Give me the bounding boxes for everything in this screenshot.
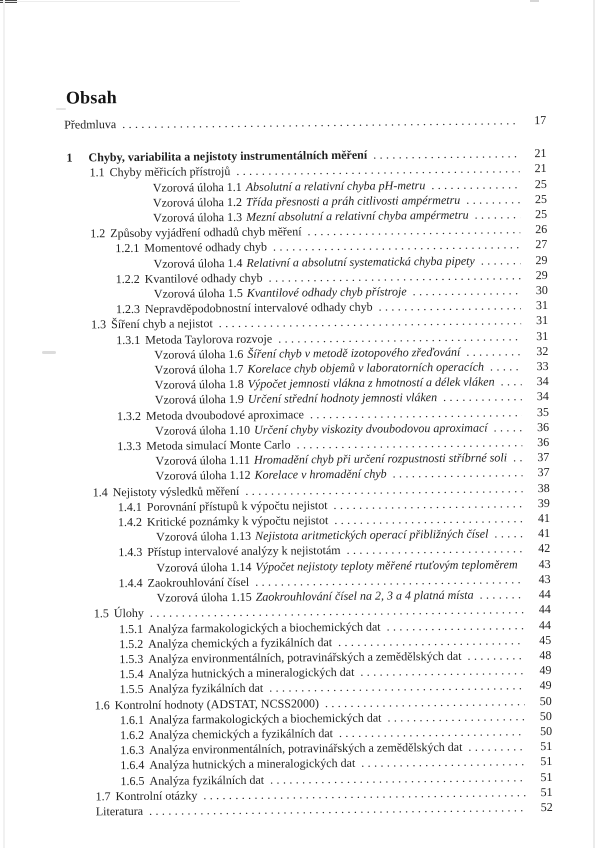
- toc-entry-label: Vzorová úloha 1.5: [153, 285, 243, 301]
- toc-entry-number: 1.5: [93, 606, 109, 621]
- toc-entry-page: 52: [540, 799, 553, 815]
- toc-entry-number: 1.4.4: [118, 575, 143, 590]
- toc-entry-number: 1.3.1: [116, 332, 141, 347]
- toc-entry-subtitle: Hromadění chyb při určení rozpustnosti stříbrné soli: [253, 450, 508, 468]
- toc-entry-page: 30: [535, 283, 548, 298]
- toc-entry-label: Porovnání přístupů k výpočtu nejistot: [146, 497, 328, 514]
- toc-entry-subtitle: Určení chyby viskozity dvoubodovou aproximací: [254, 420, 488, 437]
- scan-mark-top-left: [0, 0, 17, 3]
- toc-entry-label: Předmluva: [64, 117, 117, 132]
- dot-leader: [122, 113, 519, 132]
- toc-row: [71, 800, 553, 820]
- toc-entry-number: 1.5.1: [118, 621, 144, 636]
- toc-entry-number: 1.5.5: [119, 682, 144, 697]
- toc-entry-label: Analýza environmentálních, potravinářských a zemědělských dat: [149, 739, 463, 757]
- toc-entry-page: 31: [535, 298, 549, 313]
- toc-entry-label: Vzorová úloha 1.1: [152, 179, 242, 195]
- dot-leader: [149, 800, 526, 819]
- toc-entry-page: 31: [536, 328, 549, 343]
- toc-entry-label: Analýza hutnických a mineralogických dat: [149, 756, 356, 773]
- toc-entry-number: 1.5.4: [119, 666, 144, 682]
- toc-entry-subtitle: Zaokrouhlování čísel na 2, 3 a 4 platná místa: [255, 587, 474, 604]
- toc-entry-label: Analýza environmentálních, potravinářských a zemědělských dat: [148, 648, 462, 666]
- toc-entry-label: Vzorová úloha 1.8: [154, 377, 244, 392]
- toc-entry-label: Literatura: [95, 803, 144, 819]
- toc-entry-label: Kvantilové odhady chyb: [144, 270, 263, 286]
- toc-entry-page: 41: [538, 526, 551, 541]
- toc-entry-page: 33: [536, 359, 549, 374]
- toc-entry-label: Vzorová úloha 1.10: [155, 422, 251, 438]
- toc-entry-page: 29: [535, 267, 548, 282]
- toc-entry-page: 17: [534, 112, 547, 128]
- toc-entry-page: 51: [540, 769, 553, 784]
- toc-entry-subtitle: Korelace chyb objemů v laboratorních operacích: [247, 359, 485, 376]
- scan-edge-right: [593, 0, 595, 848]
- toc-entry-page: 50: [539, 693, 552, 708]
- toc-list: [64, 113, 553, 820]
- toc-entry-number: 1.4: [92, 484, 108, 500]
- toc-entry-subtitle: Relativní a absolutní systematická chyba pipety: [246, 253, 475, 270]
- toc-entry-page: 49: [539, 663, 552, 678]
- toc-entry-subtitle: Nejistota aritmetických operací přibližných čísel: [255, 526, 489, 544]
- page-title: Obsah: [65, 87, 118, 108]
- toc-entry-label: Vzorová úloha 1.12: [155, 468, 251, 484]
- toc-entry-subtitle: Šíření chyb v metodě izotopového zřeďování: [247, 344, 461, 361]
- toc-entry-number: 1.7: [95, 788, 111, 804]
- dot-leader: [387, 709, 525, 726]
- toc-entry-label: Metoda simulací Monte Carlo: [146, 437, 291, 453]
- toc-entry-page: 37: [537, 465, 550, 480]
- toc-entry-label: Analýza chemických a fyzikálních dat: [148, 725, 334, 742]
- toc-entry-page: 42: [538, 541, 551, 556]
- toc-entry-label: Chyby, variabilita a nejistoty instrumentálních měření: [88, 147, 368, 165]
- toc-entry-subtitle: Určení střední hodnoty jemnosti vláken: [247, 390, 438, 407]
- toc-entry-page: 25: [534, 206, 548, 222]
- toc-page: [64, 83, 553, 820]
- toc-entry-label: Momentové odhady chyb: [144, 240, 268, 256]
- toc-entry-label: Vzorová úloha 1.15: [156, 589, 252, 605]
- dot-leader: [360, 663, 524, 680]
- toc-entry-label: Způsoby vyjádření odhadů chyb měření: [110, 224, 302, 241]
- toc-entry-number: 1.5.3: [119, 651, 144, 667]
- dot-leader: [467, 648, 524, 664]
- dot-leader: [334, 511, 523, 528]
- toc-entry-label: Metoda Taylorova rozvoje: [145, 331, 273, 347]
- dot-leader: [393, 466, 523, 482]
- toc-entry-label: Kontrolní hodnoty (ADSTAT, NCSS2000): [114, 695, 319, 712]
- toc-entry-label: Nejistoty výsledků měření: [112, 483, 240, 499]
- toc-entry-label: Kontrolní otázky: [115, 788, 198, 803]
- dot-leader: [466, 192, 520, 208]
- toc-entry-label: Vzorová úloha 1.9: [154, 392, 244, 408]
- toc-entry-number: 1.1: [89, 165, 105, 180]
- toc-entry-subtitle: Absolutní a relativní chyba pH-metru: [245, 177, 426, 194]
- toc-entry-page: 49: [539, 678, 552, 693]
- toc-entry-page: 39: [537, 495, 550, 510]
- toc-entry-page: 27: [535, 237, 548, 252]
- toc-entry-label: Vzorová úloha 1.4: [153, 255, 243, 271]
- toc-entry-page: 21: [534, 161, 547, 176]
- dot-leader: [431, 177, 520, 193]
- toc-entry-label: Vzorová úloha 1.2: [152, 194, 242, 210]
- toc-entry-page: 44: [538, 602, 551, 617]
- toc-entry-page: 21: [534, 146, 547, 161]
- toc-entry-subtitle: Výpočet nejistoty teploty měřené rtuťovým teploměrem: [255, 556, 518, 574]
- toc-entry-page: 34: [536, 374, 549, 389]
- toc-entry-number: 1.6.2: [119, 727, 145, 743]
- scan-mark-top: [530, 0, 539, 2]
- toc-entry-number: 1.2: [90, 226, 106, 241]
- toc-entry-label: Analýza farmakologických a biochemických dat: [147, 619, 381, 636]
- toc-entry-subtitle: Mezní absolutní a relativní chyba ampérmetru: [245, 207, 469, 224]
- toc-entry-number: 1.2.3: [115, 302, 141, 317]
- toc-entry-label: Přístup intervalové analýzy k nejistotám: [147, 543, 341, 560]
- dot-leader: [480, 587, 524, 603]
- toc-entry-page: 25: [534, 176, 547, 191]
- toc-entry-number: 1.3.3: [117, 438, 142, 454]
- scan-smudge: [42, 351, 56, 354]
- toc-entry-page: 41: [537, 511, 551, 526]
- scan-edge-left: [3, 0, 5, 848]
- toc-entry-number: 1.2.1: [115, 241, 140, 256]
- toc-entry-label: Vzorová úloha 1.14: [156, 559, 252, 575]
- dot-leader: [468, 739, 525, 755]
- toc-entry-number: 1.3: [91, 317, 107, 332]
- dot-leader: [378, 298, 521, 315]
- toc-entry-label: Analýza fyzikálních dat: [148, 681, 264, 697]
- dot-leader: [361, 755, 525, 772]
- toc-row: [64, 113, 546, 133]
- dot-leader: [466, 344, 521, 360]
- toc-entry-page: 43: [538, 571, 551, 586]
- scan-edge-top: [0, 1, 240, 2]
- dot-leader: [501, 374, 522, 389]
- dot-leader: [333, 496, 522, 513]
- toc-entry-page: 25: [534, 191, 547, 206]
- toc-entry-subtitle: Výpočet jemnosti vlákna z hmotností a délek vláken: [247, 374, 495, 392]
- dot-leader: [513, 450, 523, 465]
- toc-entry-number: 1.4.3: [118, 545, 143, 560]
- toc-entry-page: 44: [538, 617, 552, 632]
- toc-entry-number: 1.6.1: [119, 712, 144, 727]
- toc-entry-page: 32: [536, 343, 549, 358]
- toc-entry-page: 50: [539, 708, 552, 723]
- toc-entry-number: 1.4.2: [117, 514, 143, 530]
- toc-entry-page: 37: [537, 450, 550, 465]
- toc-entry-label: Analýza farmakologických a biochemických dat: [148, 710, 382, 727]
- toc-entry-label: Vzorová úloha 1.3: [153, 209, 243, 225]
- toc-entry-page: 43: [538, 556, 551, 571]
- toc-entry-page: 31: [536, 313, 549, 328]
- toc-entry-page: 51: [540, 784, 553, 799]
- toc-entry-label: Analýza fyzikálních dat: [149, 772, 265, 788]
- toc-entry-page: 29: [535, 252, 548, 267]
- toc-entry-subtitle: Třída přesnosti a práh citlivosti ampérmetru: [245, 192, 461, 209]
- toc-entry-number: 1.6.5: [120, 773, 145, 788]
- dot-leader: [475, 207, 521, 223]
- toc-entry-label: Analýza chemických a fyzikálních dat: [148, 634, 333, 651]
- toc-entry-label: Chyby měřicích přístrojů: [109, 164, 231, 180]
- dot-leader: [494, 527, 523, 542]
- toc-entry-label: Metoda dvoubodové aproximace: [145, 406, 304, 423]
- toc-entry-page: 36: [537, 419, 550, 434]
- toc-entry-label: Nepravděpodobnostní intervalové odhady chyb: [144, 299, 373, 317]
- dot-leader: [413, 283, 521, 299]
- toc-entry-number: 1.4.1: [117, 499, 142, 514]
- toc-entry-page: 48: [539, 647, 552, 662]
- toc-entry-page: 38: [537, 480, 550, 495]
- toc-entry-label: Vzorová úloha 1.7: [154, 361, 244, 377]
- dot-leader: [338, 633, 524, 650]
- toc-entry-number: 1.3.2: [116, 408, 142, 423]
- dot-leader: [481, 253, 521, 269]
- dot-leader: [310, 405, 522, 422]
- toc-entry-subtitle: Kvantilové odhady chyb přístroje: [246, 284, 407, 300]
- toc-entry-number: 1.5.2: [119, 636, 144, 651]
- toc-entry-label: Úlohy: [113, 606, 144, 621]
- toc-entry-label: Vzorová úloha 1.13: [156, 529, 252, 545]
- toc-entry-page: 50: [539, 723, 553, 738]
- toc-entry-number: 1.2.2: [115, 271, 140, 286]
- dot-leader: [494, 420, 523, 435]
- toc-entry-page: 51: [540, 739, 553, 754]
- dot-leader: [490, 359, 522, 375]
- dot-leader: [373, 146, 519, 163]
- toc-entry-label: Vzorová úloha 1.6: [154, 346, 244, 362]
- toc-entry-label: Šíření chyb a nejistot: [111, 316, 213, 332]
- toc-entry-label: Vzorová úloha 1.11: [155, 453, 251, 469]
- toc-entry-page: 51: [540, 754, 553, 769]
- toc-entry-page: 35: [536, 404, 550, 419]
- dot-leader: [339, 724, 525, 741]
- toc-entry-label: Kritické poznámky k výpočtu nejistot: [146, 513, 329, 529]
- toc-entry-number: 1.6: [94, 697, 110, 712]
- toc-entry-label: Analýza hutnických a mineralogických dat: [148, 664, 355, 681]
- dot-leader: [443, 390, 522, 406]
- toc-entry-page: 45: [539, 632, 552, 647]
- dot-leader: [387, 618, 525, 635]
- toc-entry-number: 1.6.3: [120, 742, 145, 758]
- toc-entry-number: 1.6.4: [120, 758, 145, 773]
- toc-entry-number: 1: [66, 150, 73, 165]
- toc-entry-page: 44: [538, 587, 551, 602]
- toc-entry-page: 34: [536, 389, 549, 404]
- toc-entry-label: Zaokrouhlování čísel: [147, 574, 250, 590]
- toc-entry-page: 26: [535, 222, 548, 237]
- toc-entry-subtitle: Korelace v hromadění chyb: [254, 466, 387, 483]
- dot-leader: [347, 542, 524, 559]
- toc-entry-page: 36: [537, 435, 550, 450]
